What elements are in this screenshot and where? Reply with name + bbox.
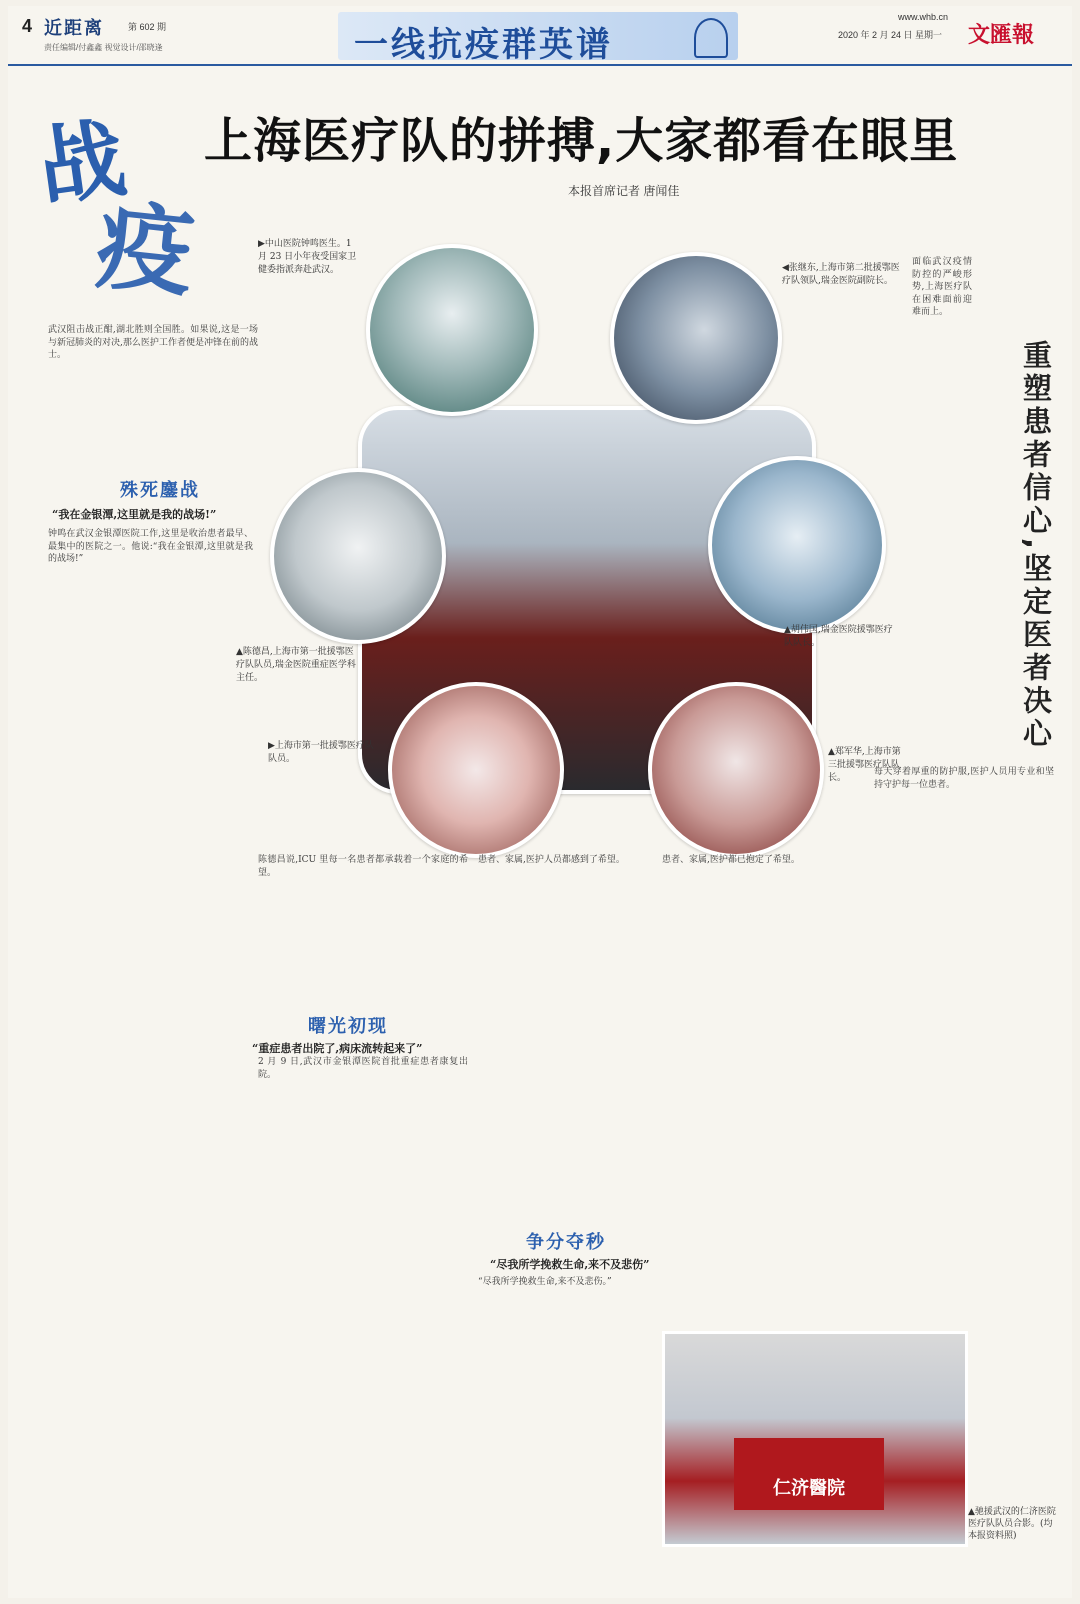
theme-banner (338, 12, 738, 65)
page-header (8, 6, 1072, 66)
calligraphy-yi: 疫 (91, 188, 199, 311)
photo-doctor-ward (708, 456, 886, 634)
photo-icu-care (270, 468, 446, 644)
section-quote: “我在金银潭,这里就是我的战场!” (52, 508, 217, 521)
body-column: 患者、家属,医护人员都感到了希望。 (478, 855, 625, 865)
editors-credit: 责任编辑/付鑫鑫 视觉设计/邵晓逢 (44, 43, 163, 52)
newspaper-logo: 文匯報 (968, 22, 1035, 48)
body-column: 患者、家属,医护都已抱定了希望。 (662, 855, 800, 865)
banner-emblem-icon (694, 18, 728, 58)
section-quote: “尽我所学挽救生命,来不及悲伤” (490, 1258, 650, 1271)
newspaper-page (8, 6, 1072, 1598)
body-column: 面临武汉疫情防控的严峻形势,上海医疗队在困难面前迎难而上。 (912, 257, 972, 317)
body-column: 2 月 9 日,武汉市金银潭医院首批重症患者康复出院。 (258, 1057, 468, 1080)
section-heading: 曙光初现 (308, 1016, 388, 1037)
body-column: 钟鸣在武汉金银潭医院工作,这里是收治患者最早、最集中的医院之一。他说:“我在金银潭,这里就是我的战场!” (48, 529, 253, 564)
banner-text: 一线抗疫群英谱 (354, 25, 613, 65)
photo-caption: ◀张继东,上海市第二批援鄂医疗队领队,瑞金医院副院长。 (782, 263, 900, 286)
issue-date: 2020 年 2 月 24 日 星期一 (838, 30, 943, 40)
photo-nurse-flowers (388, 682, 564, 858)
section-heading: 殊死鏖战 (120, 480, 200, 501)
photo-team-leader (610, 252, 782, 424)
photo-caption: ▲胡伟国,瑞金医院援鄂医疗队队长。 (784, 625, 893, 648)
body-column: 陈德昌说,ICU 里每一名患者都承载着一个家庭的希望。 (258, 855, 468, 878)
intro-text: 武汉阻击战正酣,湖北胜则全国胜。如果说,这是一场与新冠肺炎的对决,那么医护工作者便是冲锋在前的战士。 (48, 325, 258, 360)
side-title: 重塑患者信心,坚定医者决心 (1019, 340, 1053, 752)
photo-caption: ▲陈德昌,上海市第一批援鄂医疗队队员,瑞金医院重症医学科主任。 (236, 647, 356, 683)
group-photo-caption: ▲驰援武汉的仁济医院医疗队队员合影。(均本报资料照) (968, 1507, 1056, 1541)
calligraphy-zhan: 战 (32, 107, 132, 220)
body-column: 每天穿着厚重的防护服,医护人员用专业和坚持守护每一位患者。 (874, 767, 1054, 790)
edition-number: 第 602 期 (128, 22, 167, 32)
photo-team-captain (648, 682, 824, 858)
photo-caption: ▲郑军华,上海市第三批援鄂医疗队队长。 (828, 747, 901, 783)
body-column: “尽我所学挽救生命,来不及悲伤。” (478, 1277, 612, 1287)
section-quote: “重症患者出院了,病床流转起来了” (252, 1042, 423, 1055)
headline: 上海医疗队的拼搏,大家都看在眼里 (204, 113, 959, 169)
hospital-banner: 仁济醫院 (734, 1438, 884, 1510)
photo-caption: ▶中山医院钟鸣医生。1 月 23 日小年夜受国家卫健委指派奔赴武汉。 (258, 239, 357, 275)
section-heading: 争分夺秒 (526, 1232, 606, 1253)
section-title: 近距离 (44, 18, 104, 38)
photo-caption: ▶上海市第一批援鄂医疗队队员。 (268, 741, 374, 764)
byline: 本报首席记者 唐闻佳 (568, 184, 680, 198)
page-number: 4 (22, 16, 33, 36)
photo-doctor-gown (366, 244, 538, 416)
site-url: www.whb.cn (898, 12, 949, 22)
